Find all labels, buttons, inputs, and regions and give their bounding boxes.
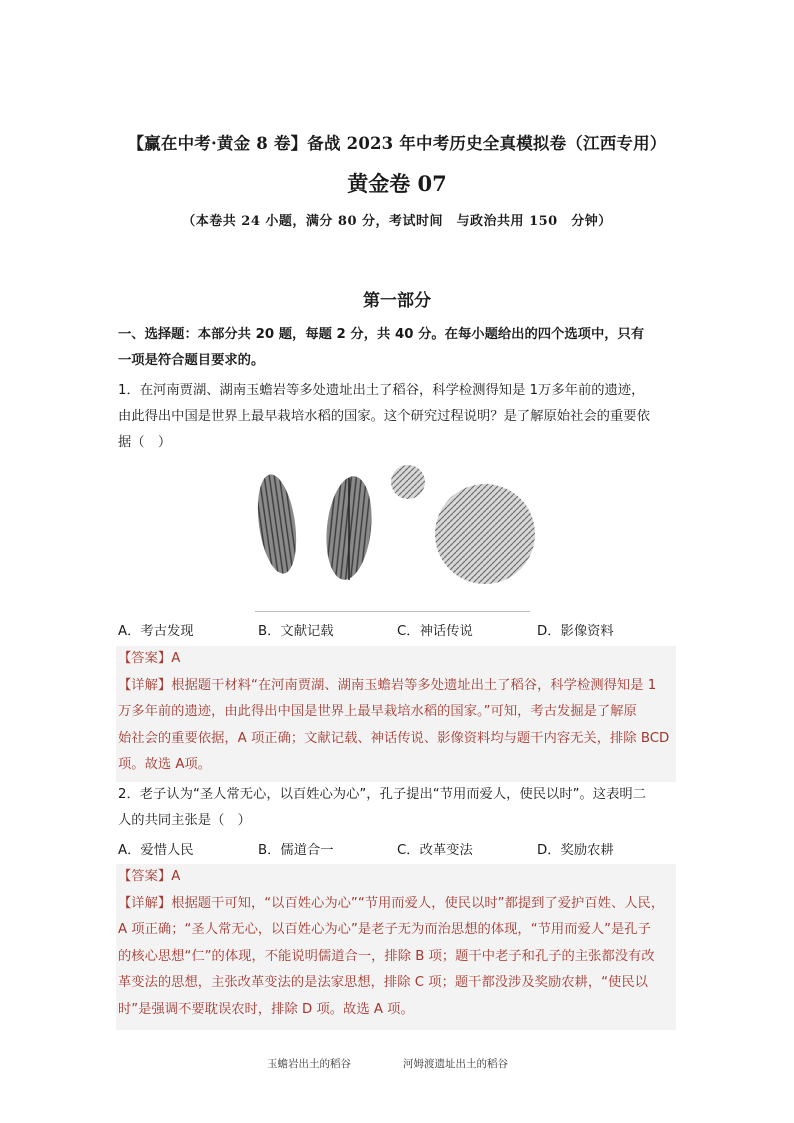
figure-caption-left: 玉蟾岩出土的稻谷 [267, 1058, 351, 1070]
figure-divider [255, 611, 530, 612]
answer-value: A [171, 869, 181, 884]
option-d: D．奖励农耕 [537, 843, 614, 858]
analysis-line: A 项正确；“圣人常无心，以百姓心为心”是老子无为而治思想的体现，“节用而爱人”是孔子 [118, 922, 651, 937]
analysis-label: 【详解】 [118, 895, 172, 911]
section-instructions [118, 322, 676, 374]
analysis-line: 革变法的思想，主张改革变法的是法家思想，排除 C 项；题干都没涉及奖励农耕，“使民以 [118, 975, 648, 990]
question-1-stem [118, 378, 676, 456]
option-b: B．儒道合一 [258, 843, 334, 858]
analysis-line: 始社会的重要依据，A 项正确；文献记载、神话传说、影像资料均与题干内容无关，排除 BCD [118, 730, 670, 746]
question-line: 由此得出中国是世界上最早栽培水稻的国家。这个研究过程说明？是了解原始社会的重要依 [118, 409, 650, 424]
rice-grain-illustration [255, 462, 535, 592]
analysis-line: 时”是强调不要耽误农时，排除 D 项。故选 A 项。 [118, 1001, 414, 1017]
figure-caption-right: 河姆渡遗址出土的稻谷 [403, 1058, 508, 1070]
answer-value: A [171, 651, 181, 666]
question-line: 1．在河南贾湖、湖南玉蟾岩等多处遗址出土了稻谷，科学检测得知是 1万多年前的遗迹， [118, 383, 645, 398]
analysis-line: 项。故选 A项。 [118, 757, 212, 772]
option-d: D．影像资料 [537, 624, 614, 639]
analysis-line: 【详解】根据题干材料“在河南贾湖、湖南玉蟾岩等多处遗址出土了稻谷，科学检测得知是 1 [118, 677, 657, 693]
question-line: 2．老子认为“圣人常无心，以百姓心为心”，孔子提出“节用而爱人，使民以时”。这表明二 [118, 787, 646, 802]
exam-title: 【赢在中考·黄金 8 卷】备战 2023 年中考历史全真模拟卷（江西专用） [127, 134, 667, 153]
section-line: 一项是符合题目要求的。 [118, 353, 265, 368]
question-2-stem [118, 782, 676, 834]
option-b: B．文献记载 [258, 624, 334, 639]
answer-line [116, 864, 676, 891]
analysis-line: 的核心思想“仁”的体现，不能说明儒道合一，排除 B 项；题干中老子和孔子的主张都没有改 [118, 948, 655, 964]
question-line: 人的共同主张是（ ） [118, 813, 251, 828]
rice-grain-left [255, 472, 302, 576]
section-line: 一、选择题：本部分共 20 题，每题 2 分，共 40 分。在每小题给出的四个选项中，只有 [118, 327, 645, 342]
analysis-label: 【详解】 [118, 677, 172, 693]
exam-subtitle: 黄金卷 07 [347, 171, 447, 196]
option-a: A．考古发现 [118, 624, 194, 639]
answer-line [116, 646, 676, 673]
question-2-options [118, 839, 678, 861]
answer-label: 【答案】 [118, 651, 172, 666]
analysis-line: 万多年前的遗迹，由此得出中国是世界上最早栽培水稻的国家。”可知，考古发掘是了解原 [118, 704, 637, 719]
part-title: 第一部分 [363, 291, 431, 311]
exam-note: （本卷共 24 小题，满分 80 分，考试时间 与政治共用 150 分钟） [182, 214, 612, 229]
rice-grain-small-cluster [391, 465, 425, 499]
analysis-line: 【详解】根据题干可知，“以百姓心为心”“节用而爱人，使民以时”都提到了爱护百姓、人民， [118, 895, 665, 911]
question-1-answer-box [116, 646, 676, 782]
option-a: A．爱惜人民 [118, 843, 194, 858]
option-c: C．改革变法 [397, 843, 473, 858]
option-c: C．神话传说 [397, 624, 473, 639]
question-line: 据（ ） [118, 435, 172, 450]
answer-label: 【答案】 [118, 869, 172, 884]
rice-grain-large-cluster [435, 484, 535, 584]
question-1-options [118, 620, 678, 642]
question-2-answer-box [116, 864, 676, 1030]
